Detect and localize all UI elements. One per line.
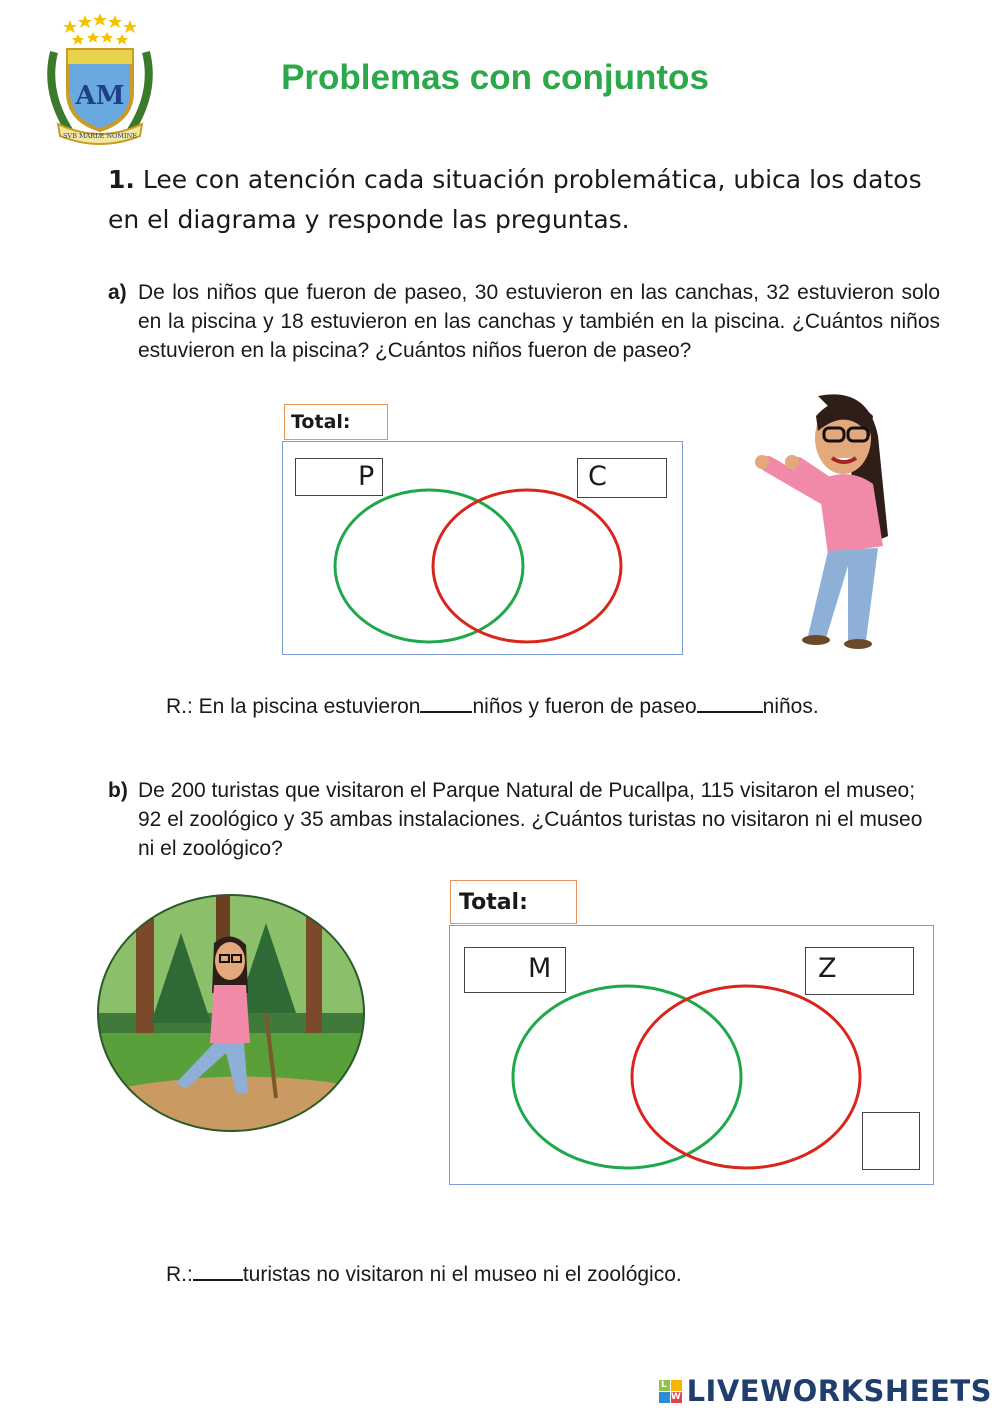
- total-label-b: Total:: [459, 890, 528, 915]
- total-box-a[interactable]: [284, 404, 388, 440]
- answer-b-part1: R.:: [166, 1263, 193, 1286]
- liveworksheets-icon-tile-yellow: [671, 1380, 682, 1391]
- venn-diagram-b: [449, 925, 934, 1185]
- instruction-number: 1.: [108, 165, 135, 194]
- set-c-text: C: [588, 461, 607, 492]
- set-z-circle: [632, 986, 860, 1168]
- answer-b: [166, 1261, 682, 1287]
- answer-a-part1: R.: En la piscina estuvieron: [166, 695, 421, 718]
- answer-a-blank-2[interactable]: [697, 693, 763, 713]
- set-z-text: Z: [818, 953, 837, 984]
- set-m-text: M: [528, 953, 552, 984]
- liveworksheets-icon-w: W: [670, 1391, 682, 1402]
- teacher-hiking-illustration: [96, 893, 366, 1133]
- instruction-text: Lee con atención cada situación problemática, ubica los datos en el diagrama y responde las preguntas.: [108, 165, 922, 234]
- set-m-circle: [513, 986, 741, 1168]
- answer-a-blank-1[interactable]: [420, 693, 472, 713]
- problem-b-label: b): [108, 779, 128, 802]
- liveworksheets-logo: [659, 1374, 992, 1408]
- liveworksheets-brand: LIVEWORKSHEETS: [686, 1374, 992, 1408]
- answer-a-part3: niños.: [762, 695, 819, 718]
- set-p-text: P: [358, 461, 375, 492]
- set-p-circle: [335, 490, 523, 642]
- page-title: Problemas con conjuntos: [281, 58, 709, 97]
- answer-a-part2: niños y fueron de paseo: [472, 695, 697, 718]
- problem-a-text: De los niños que fueron de paseo, 30 estuvieron en las canchas, 32 estuvieron solo en la piscina y 18 estuvieron en las canchas y también en la piscina. ¿Cuántos niños estuvieron en la piscina? ¿Cuántos niños fueron de paseo?: [138, 281, 940, 362]
- set-c-circle: [433, 490, 621, 642]
- venn-diagram-a: [282, 441, 683, 655]
- total-box-b[interactable]: [450, 880, 577, 924]
- answer-b-part2: turistas no visitaron ni el museo ni el zoológico.: [242, 1263, 682, 1286]
- problem-a-label: a): [108, 281, 127, 304]
- answer-b-blank[interactable]: [193, 1261, 243, 1281]
- instruction: [108, 160, 948, 240]
- liveworksheets-icon: [659, 1380, 682, 1403]
- problem-b-text: De 200 turistas que visitaron el Parque Natural de Pucallpa, 115 visitaron el museo; 92 el zoológico y 35 ambas instalaciones. ¿Cuántos turistas no visitaron ni el museo ni el zoológico?: [138, 779, 923, 860]
- teacher-pointing-illustration: [748, 386, 908, 656]
- logo-monogram: AM: [75, 81, 125, 111]
- liveworksheets-icon-l: L: [659, 1380, 670, 1391]
- answer-a: [166, 693, 819, 719]
- logo-motto: SVB MARIÆ NOMINE: [62, 132, 138, 140]
- liveworksheets-icon-tile-blue: [659, 1392, 670, 1403]
- total-label-a: Total:: [291, 411, 351, 433]
